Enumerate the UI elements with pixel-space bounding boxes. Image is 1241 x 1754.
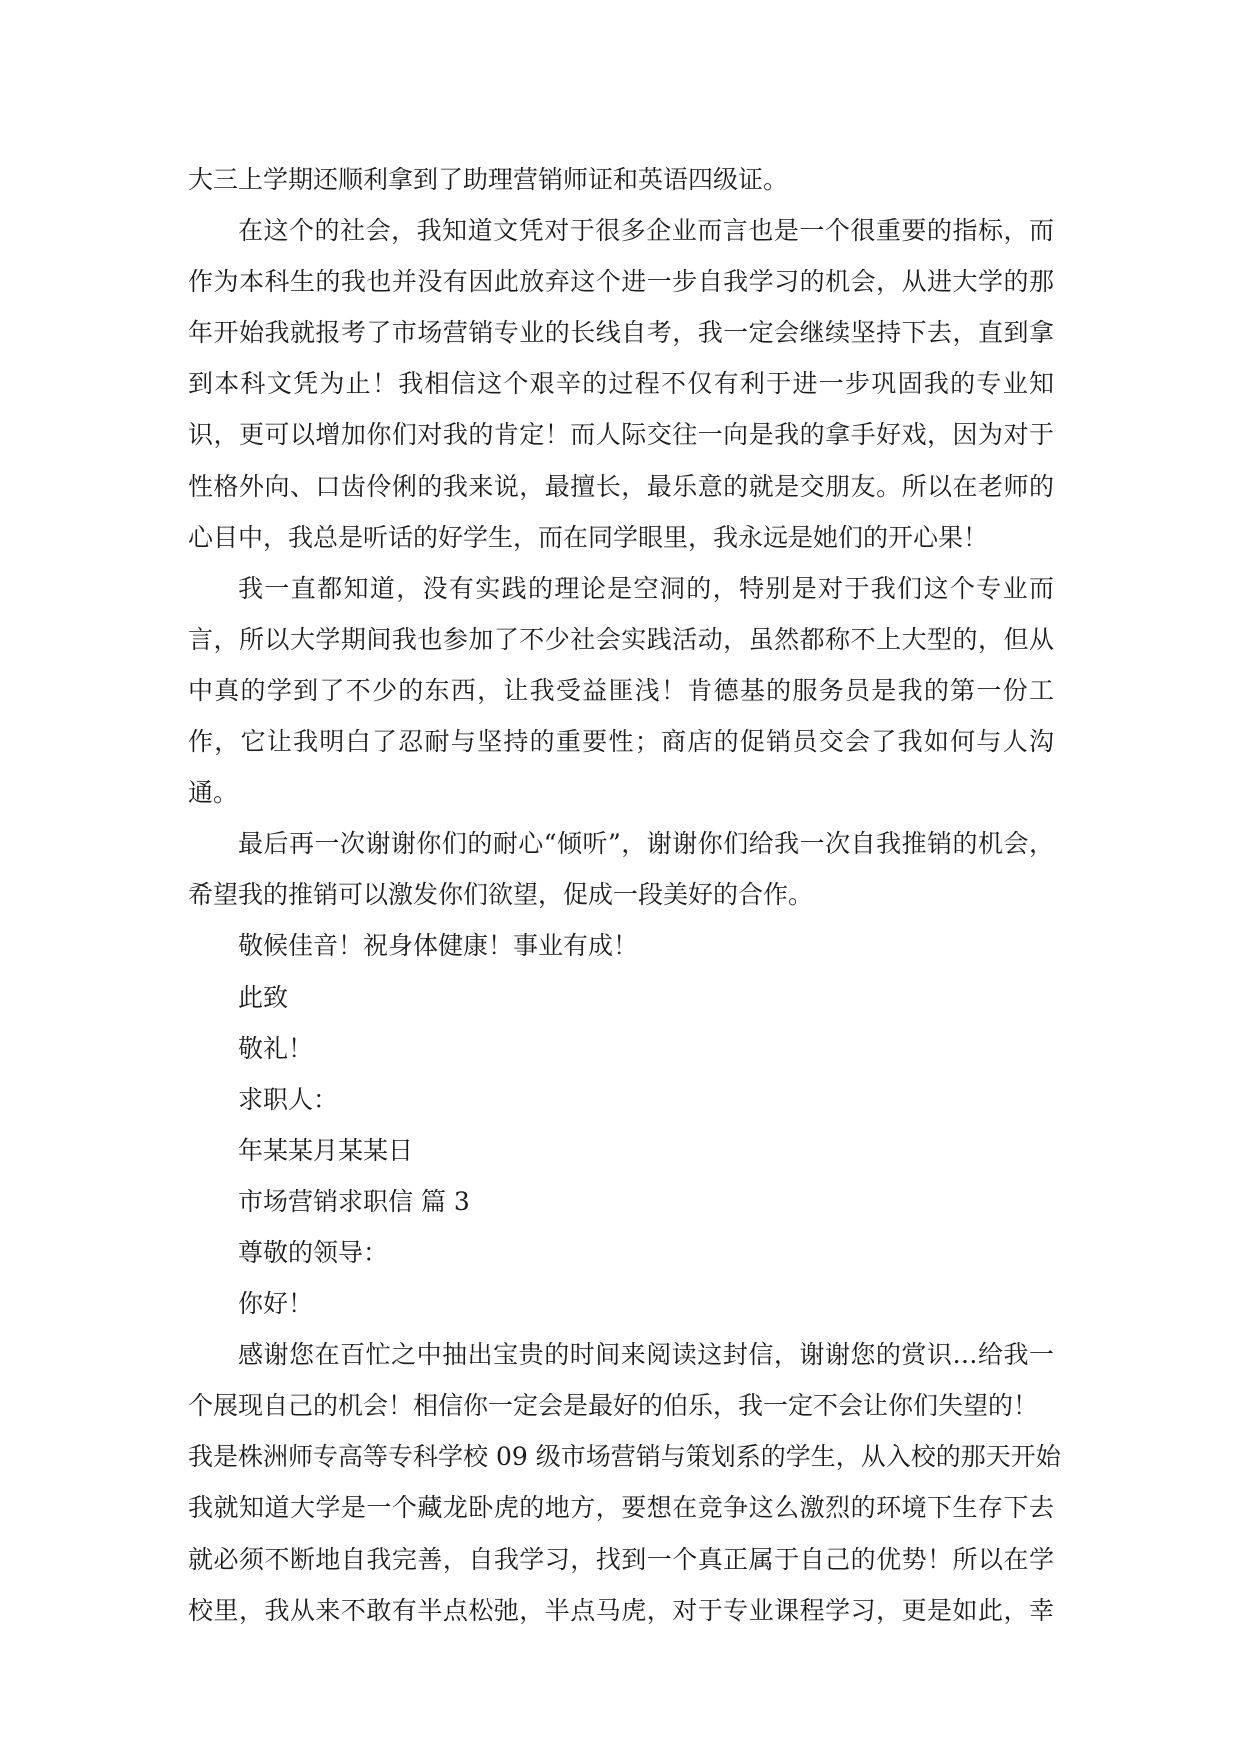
salutation-line: 尊敬的领导： bbox=[238, 1237, 389, 1267]
text-line: 年开始我就报考了市场营销专业的长线自考，我一定会继续坚持下去，直到拿 bbox=[188, 318, 1054, 348]
text-line: 心目中，我总是听话的好学生，而在同学眼里，我永远是她们的开心果！ bbox=[188, 522, 989, 552]
text-line: 识，更可以增加你们对我的肯定！而人际交往一向是我的拿手好戏，因为对于 bbox=[188, 420, 1054, 450]
text-line: 作，它让我明白了忍耐与坚持的重要性；商店的促销员交会了我如何与人沟 bbox=[188, 727, 1054, 757]
text-line: 到本科文凭为止！我相信这个艰辛的过程不仅有利于进一步巩固我的专业知 bbox=[188, 369, 1054, 399]
text-line: 就必须不断地自我完善，自我学习，找到一个真正属于自己的优势！所以在学 bbox=[188, 1544, 1054, 1574]
closing-line: 此致 bbox=[238, 982, 289, 1012]
text-line: 个展现自己的机会！相信你一定会是最好的伯乐，我一定不会让你们失望的！ bbox=[188, 1391, 1039, 1421]
text-line: 我是株洲师专高等专科学校 09 级市场营销与策划系的学生，从入校的那天开始 bbox=[188, 1442, 1061, 1472]
paragraph-line: 感谢您在百忙之中抽出宝贵的时间来阅读这封信，谢谢您的赏识…给我一 bbox=[238, 1340, 1054, 1370]
text-line: 大三上学期还顺利拿到了助理营销师证和英语四级证。 bbox=[188, 165, 789, 194]
closing-line: 敬候佳音！祝身体健康！事业有成！ bbox=[238, 931, 639, 961]
signature-line: 求职人： bbox=[238, 1084, 339, 1114]
text-line: 作为本科生的我也并没有因此放弃这个进一步自我学习的机会，从进大学的那 bbox=[188, 267, 1054, 297]
paragraph-line: 在这个的社会，我知道文凭对于很多企业而言也是一个很重要的指标，而 bbox=[238, 216, 1054, 246]
date-line: 年某某月某某日 bbox=[238, 1135, 414, 1165]
greeting-line: 你好！ bbox=[238, 1289, 314, 1319]
paragraph-line: 我一直都知道，没有实践的理论是空洞的，特别是对于我们这个专业而 bbox=[238, 573, 1054, 603]
paragraph-line: 最后再一次谢谢你们的耐心“倾听”，谢谢你们给我一次自我推销的机会， bbox=[238, 829, 1054, 859]
text-line: 性格外向、口齿伶俐的我来说，最擅长，最乐意的就是交朋友。所以在老师的 bbox=[188, 471, 1054, 501]
text-line: 我就知道大学是一个藏龙卧虎的地方，要想在竞争这么激烈的环境下生存下去 bbox=[188, 1493, 1054, 1523]
section-title: 市场营销求职信 篇 3 bbox=[238, 1186, 470, 1216]
text-line: 中真的学到了不少的东西，让我受益匪浅！肯德基的服务员是我的第一份工 bbox=[188, 675, 1054, 705]
text-line: 希望我的推销可以激发你们欲望，促成一段美好的合作。 bbox=[188, 880, 814, 910]
text-line: 校里，我从来不敢有半点松弛，半点马虎，对于专业课程学习，更是如此，幸 bbox=[188, 1595, 1054, 1625]
text-line: 言，所以大学期间我也参加了不少社会实践活动，虽然都称不上大型的，但从 bbox=[188, 624, 1054, 654]
document-page bbox=[188, 154, 1061, 1636]
text-line: 通。 bbox=[188, 778, 239, 808]
closing-line: 敬礼！ bbox=[238, 1033, 314, 1063]
